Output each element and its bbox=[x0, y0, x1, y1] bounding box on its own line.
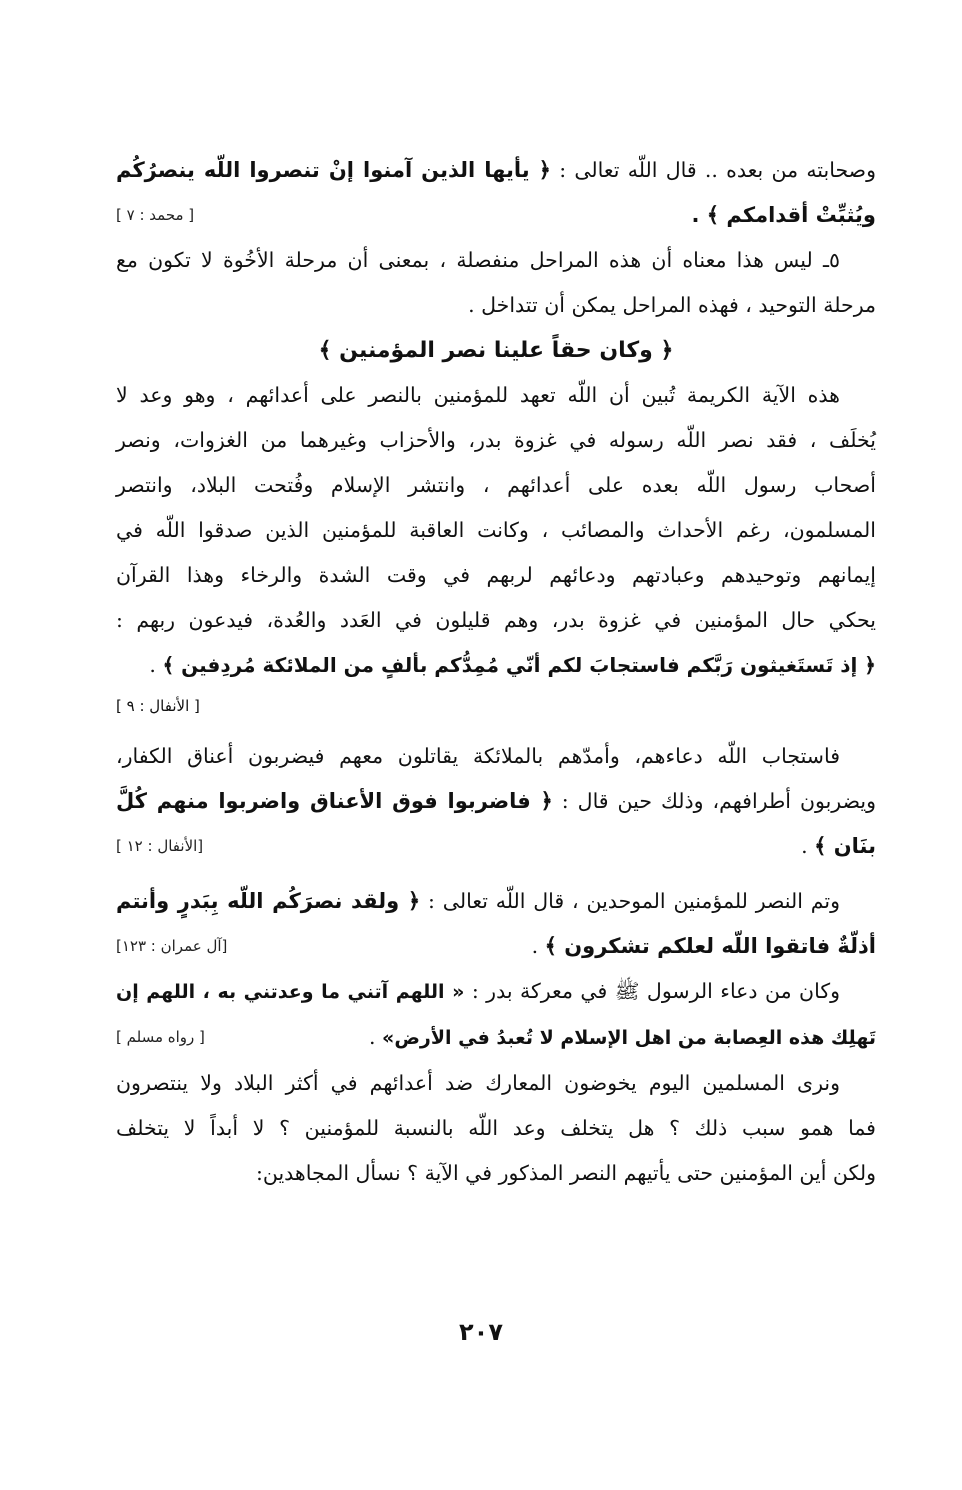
text-line: أصحاب رسول اللّه بعده على أعدائهم ، وانتشر الإسلام وفُتحت البلاد، وانتصر bbox=[116, 473, 876, 497]
text-span: وكان من دعاء الرسول ﷺ في معركة بدر : bbox=[464, 979, 840, 1003]
spacer bbox=[116, 724, 876, 734]
text-line bbox=[116, 1015, 876, 1061]
text-line: فاستجاب اللّه دعاءهم، وأمدّهم بالملائكة يقاتلون معهم فيضربون أعناق الكفار، bbox=[116, 744, 840, 768]
verse-reference: [آل عمران : ١٢٣] bbox=[116, 937, 228, 955]
quran-verse: ويُثبِّتْ أقدامكم ﴾ . bbox=[691, 203, 876, 227]
text-line: هذه الآية الكريمة تُبين أن اللّه تعهد للمؤمنين بالنصر على أعدائهم ، وهو وعد لا bbox=[116, 383, 840, 407]
text-line bbox=[116, 969, 876, 1015]
text-line bbox=[116, 148, 876, 193]
text-line: ولكن أين المؤمنين حتى يأتيهم النصر المذكور في الآية ؟ نسأل المجاهدين: bbox=[255, 1161, 876, 1185]
text-line: يُخلَف ، فقد نصر اللّه رسوله في غزوة بدر، والأحزاب وغيرهما من الغزوات، ونصر bbox=[116, 428, 876, 452]
page-body bbox=[116, 148, 876, 1196]
verse-reference: [ الأنفال : ٩ ] bbox=[116, 697, 200, 715]
text-line bbox=[116, 193, 876, 238]
text-span: وتم النصر للمؤمنين الموحدين ، قال اللّه تعالى : bbox=[420, 889, 841, 913]
text-line bbox=[116, 879, 876, 924]
text-line: مرحلة التوحيد ، فهذه المراحل يمكن أن تتداخل . bbox=[468, 293, 876, 317]
text-span: . bbox=[149, 653, 163, 677]
text-line bbox=[116, 643, 876, 688]
text-line: يحكي حال المؤمنين في غزوة بدر، وهم قليلون في العَدد والعُدة، فيدعون ربهم : bbox=[116, 608, 876, 632]
text-line: ٥ـ ليس هذا معناه أن هذه المراحل منفصلة ، بمعنى أن مرحلة الأخُوة لا تكون مع bbox=[116, 248, 840, 272]
text-line bbox=[116, 824, 876, 869]
text-line: المسلمون، رغم الأحداث والمصائب ، وكانت العاقبة للمؤمنين الذين صدقوا اللّه في bbox=[116, 518, 876, 542]
verse-reference: [الأنفال : ١٢ ] bbox=[116, 837, 204, 855]
page-number: ٢٠٧ bbox=[459, 1318, 503, 1346]
spacer bbox=[116, 869, 876, 879]
section-heading: ﴿ وكان حقاً علينا نصر المؤمنين ﴾ bbox=[318, 338, 674, 363]
verse-reference: [ محمد : ٧ ] bbox=[116, 206, 195, 224]
text-line: ونرى المسلمين اليوم يخوضون المعارك ضد أعدائهم في أكثر البلاد ولا ينتصرون bbox=[116, 1071, 840, 1095]
quran-verse: بنَان ﴾ bbox=[814, 834, 876, 858]
hadith-text: « اللهم آتني ما وعدتني به ، اللهم إن bbox=[116, 981, 465, 1003]
quran-verse: ﴿ يأيها الذين آمنوا إنْ تنصروا اللّه ينصرُكُم bbox=[116, 158, 551, 182]
text-span: . bbox=[369, 1025, 383, 1049]
quran-verse: ﴿ إذ تَستَغيثون رَبَّكم فاستجابَ لكم أنّي مُمِدُّكم بألفٍ من الملائكة مُردِفين ﴾ bbox=[162, 653, 876, 677]
text-line bbox=[116, 924, 876, 969]
quran-verse: ﴿ ولقد نصرَكُم اللّه بِبَدرٍ وأنتم bbox=[116, 889, 421, 913]
quran-verse: أذلّةٌ فاتقوا اللّه لعلكم تشكرون ﴾ bbox=[544, 934, 876, 958]
text-span: ويضربون أطرافهم، وذلك حين قال : bbox=[552, 789, 876, 813]
text-line bbox=[116, 779, 876, 824]
text-line: إيمانهم وتوحيدهم وعبادتهم ودعائهم لربهم في وقت الشدة والرخاء وهذا القرآن bbox=[116, 563, 876, 587]
text-span: . bbox=[531, 934, 545, 958]
quran-verse: ﴿ فاضربوا فوق الأعناق واضربوا منهم كُلَّ bbox=[116, 789, 553, 813]
hadith-reference: [ رواه مسلم ] bbox=[116, 1028, 205, 1046]
text-span: . bbox=[801, 834, 815, 858]
text-span: وصحابته من بعده .. قال اللّه تعالى : bbox=[550, 158, 876, 182]
text-line: فما همو سبب ذلك ؟ هل يتخلف وعد اللّه بالنسبة للمؤمنين ؟ لا أبداً لا يتخلف bbox=[116, 1116, 876, 1140]
hadith-text: تَهلِك هذه العِصابة من اهل الإسلام لا تُعبدُ في الأرض» bbox=[382, 1027, 876, 1049]
